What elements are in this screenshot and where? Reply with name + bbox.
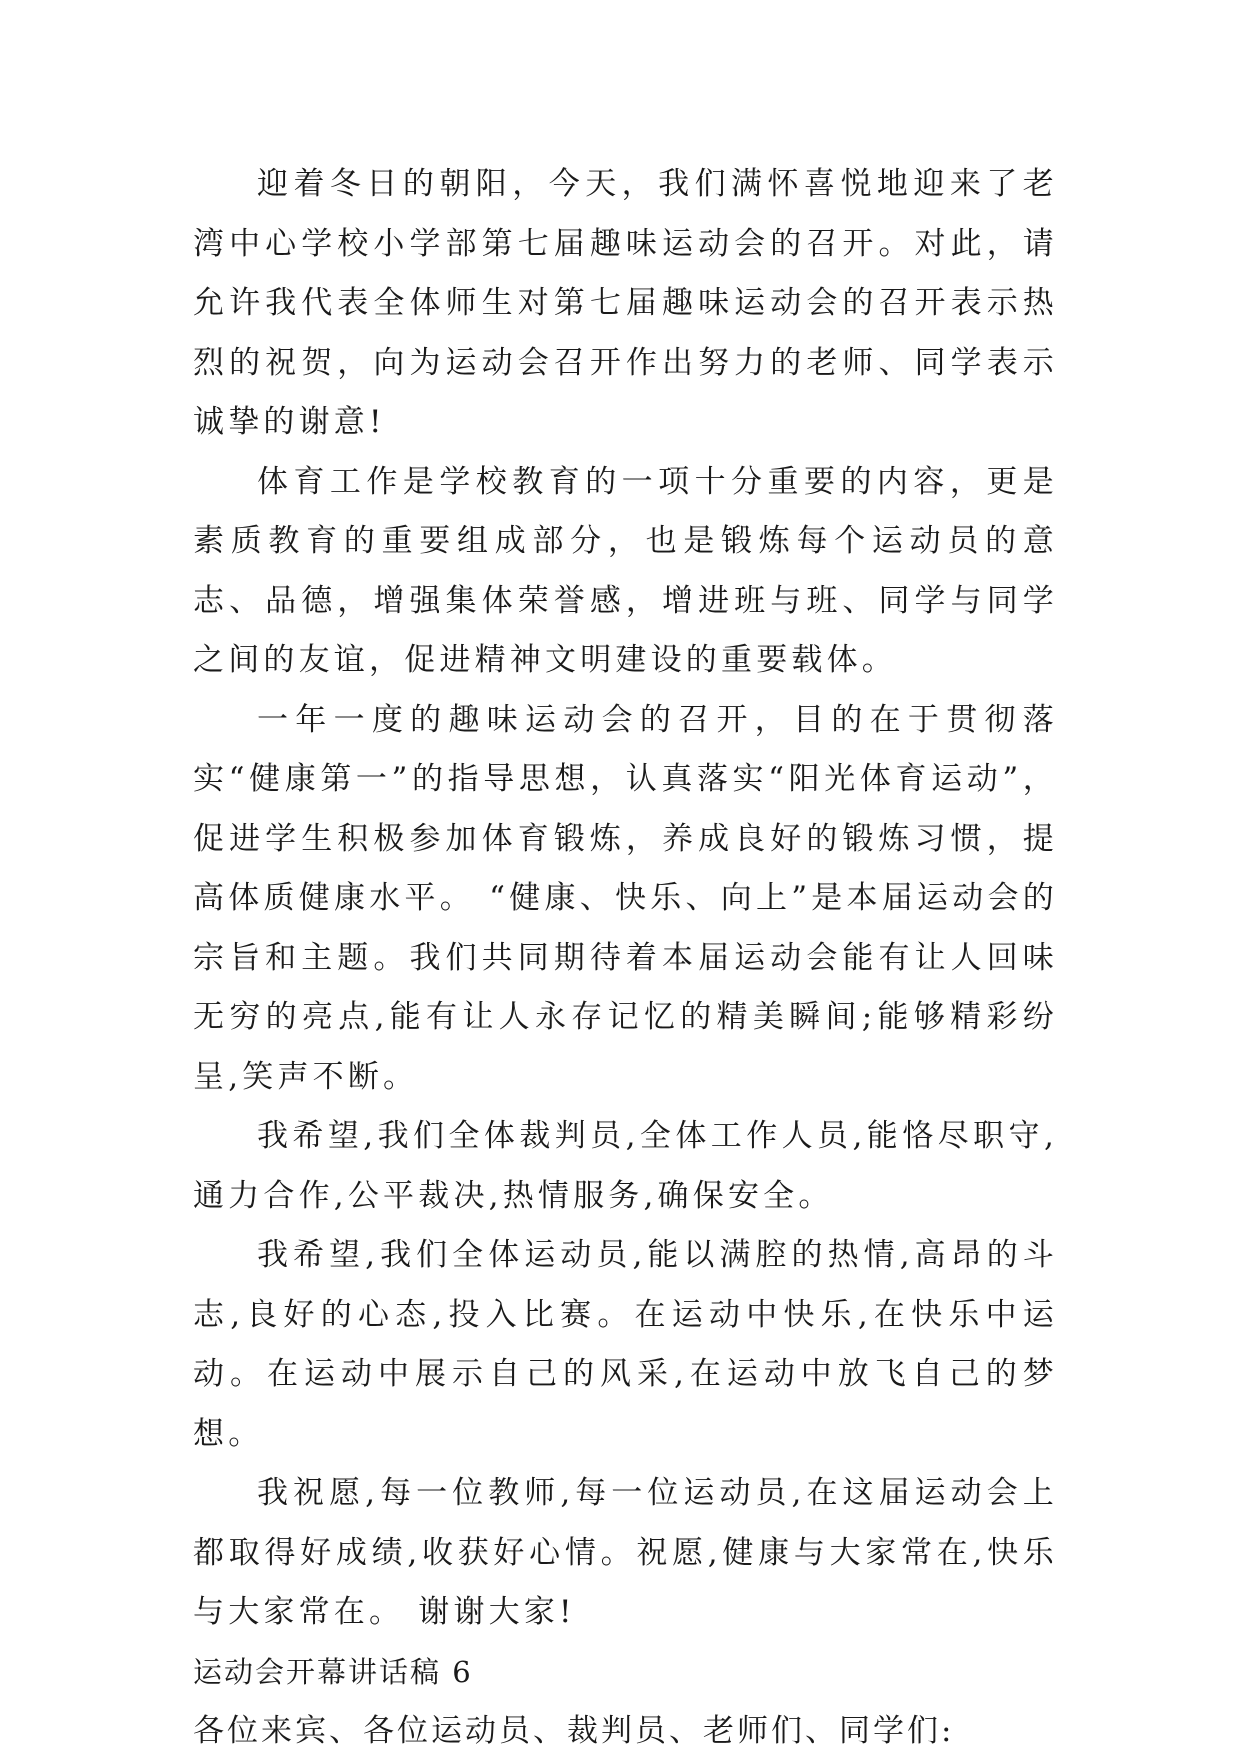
paragraph-opening: 迎着冬日的朝阳，今天，我们满怀喜悦地迎来了老湾中心学校小学部第七届趣味运动会的召开。对此，请允许我代表全体师生对第七届趣味运动会的召开表示热烈的祝贺，向为运动会召开作出努力的老师、同学表示诚挚的谢意! [193,166,1058,440]
section-title: 运动会开幕讲话稿 6 [193,1654,473,1689]
paragraph-athletes-hope: 我希望,我们全体运动员,能以满腔的热情,高昂的斗志,良好的心态,投入比赛。在运动中快乐,在快乐中运动。在运动中展示自己的风采,在运动中放飞自己的梦想。 [193,1237,1058,1452]
paragraph-wishes: 我祝愿,每一位教师,每一位运动员,在这届运动会上都取得好成绩,收获好心情。祝愿,健康与大家常在,快乐与大家常在。 谢谢大家! [193,1475,1058,1630]
paragraph-purpose: 一年一度的趣味运动会的召开，目的在于贯彻落实“健康第一”的指导思想，认真落实“阳光体育运动”，促进学生积极参加体育锻炼，养成良好的锻炼习惯，提高体质健康水平。 “健康、快乐、向上”是本届运动会的宗旨和主题。我们共同期待着本届运动会能有让人回味无穷的亮点,能有让人永存记忆的精美瞬间;能够精彩纷呈,笑声不断。 [193,701,1058,1095]
paragraph-referees-hope: 我希望,我们全体裁判员,全体工作人员,能恪尽职守,通力合作,公平裁决,热情服务,确保安全。 [193,1118,1058,1214]
paragraph-sports-work: 体育工作是学校教育的一项十分重要的内容，更是素质教育的重要组成部分，也是锻炼每个运动员的意志、品德，增强集体荣誉感，增进班与班、同学与同学之间的友谊，促进精神文明建设的重要载体。 [193,463,1058,678]
document-page [193,155,1058,1762]
greeting-line: 各位来宾、各位运动员、裁判员、老师们、同学们: [193,1713,955,1749]
